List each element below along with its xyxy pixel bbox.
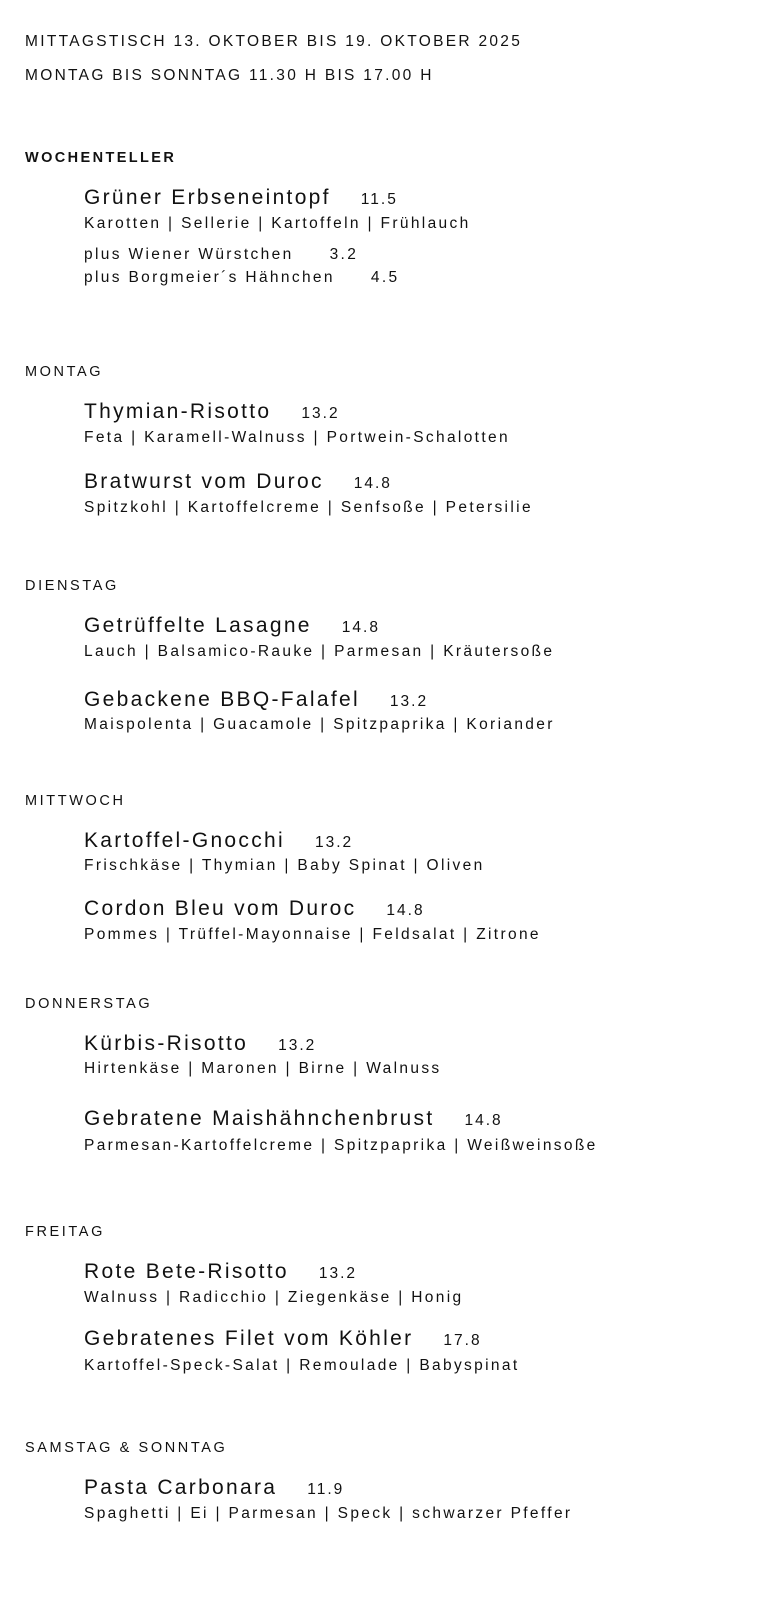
dish-price: 13.2 (301, 405, 340, 422)
dish-title (84, 1327, 482, 1351)
dish-price: 11.5 (360, 191, 398, 208)
dish-title (84, 829, 353, 853)
day-title-freitag: FREITAG (25, 1224, 105, 1240)
dish-price: 14.8 (353, 475, 392, 492)
dish-title (84, 400, 340, 424)
dish-title (84, 1476, 344, 1500)
addon-line (84, 269, 399, 287)
dish-price: 14.8 (341, 619, 380, 636)
addon-line (84, 246, 358, 264)
dish-name: Cordon Bleu vom Duroc (84, 897, 357, 920)
dish-price: 13.2 (278, 1037, 317, 1054)
opening-hours-heading: MONTAG BIS SONNTAG 11.30 H BIS 17.00 H (25, 67, 434, 84)
addon-price: 3.2 (329, 246, 359, 263)
dish-description: Frischkäse | Thymian | Baby Spinat | Oliven (84, 857, 485, 874)
dish-title (84, 897, 425, 921)
dish-name: Rote Bete-Risotto (84, 1260, 289, 1283)
dish-description: Parmesan-Kartoffelcreme | Spitzpaprika | Weißweinsoße (84, 1137, 598, 1154)
dish-description: Kartoffel-Speck-Salat | Remoulade | Babyspinat (84, 1357, 520, 1374)
dish-name: Getrüffelte Lasagne (84, 614, 312, 637)
dish-name: Kürbis-Risotto (84, 1032, 249, 1055)
dish-name: Gebackene BBQ-Falafel (84, 688, 360, 711)
dish-price: 11.9 (307, 1481, 345, 1498)
day-title-samstag-sonntag: SAMSTAG & SONNTAG (25, 1440, 228, 1456)
dish-description: Maispolenta | Guacamole | Spitzpaprika | Koriander (84, 716, 555, 733)
addon-price: 4.5 (370, 269, 400, 286)
dish-price: 13.2 (314, 834, 354, 851)
dish-name: Gebratenes Filet vom Köhler (84, 1327, 414, 1350)
dish-price: 14.8 (386, 902, 425, 919)
dish-description: Lauch | Balsamico-Rauke | Parmesan | Kräutersoße (84, 643, 555, 660)
dish-title (84, 186, 398, 210)
menu-period-heading: MITTAGSTISCH 13. OKTOBER BIS 19. OKTOBER 2025 (25, 33, 523, 50)
dish-name: Gebratene Maishähnchenbrust (84, 1107, 435, 1130)
dish-price: 17.8 (443, 1332, 482, 1349)
day-title-montag: MONTAG (25, 364, 104, 380)
dish-title (84, 470, 392, 494)
day-title-mittwoch: MITTWOCH (25, 793, 126, 809)
dish-name: Bratwurst vom Duroc (84, 470, 324, 493)
day-title-dienstag: DIENSTAG (25, 578, 119, 594)
dish-name: Grüner Erbseneintopf (84, 186, 331, 209)
addon-label: plus Borgmeier´s Hähnchen (84, 269, 335, 286)
dish-price: 13.2 (389, 693, 429, 710)
dish-name: Kartoffel-Gnocchi (84, 829, 285, 852)
dish-title (84, 1032, 316, 1056)
section-title-wochenteller: WOCHENTELLER (25, 150, 177, 166)
dish-description: Feta | Karamell-Walnuss | Portwein-Schalotten (84, 429, 510, 446)
dish-title (84, 1260, 357, 1284)
dish-price: 14.8 (464, 1112, 503, 1129)
dish-price: 13.2 (318, 1265, 358, 1282)
dish-title (84, 614, 380, 638)
dish-description: Spitzkohl | Kartoffelcreme | Senfsoße | Petersilie (84, 499, 533, 516)
addon-label: plus Wiener Würstchen (84, 246, 294, 263)
dish-description: Pommes | Trüffel-Mayonnaise | Feldsalat | Zitrone (84, 926, 541, 943)
dish-description: Hirtenkäse | Maronen | Birne | Walnuss (84, 1060, 442, 1077)
dish-name: Thymian-Risotto (84, 400, 272, 423)
dish-description: Walnuss | Radicchio | Ziegenkäse | Honig (84, 1289, 464, 1306)
dish-description: Spaghetti | Ei | Parmesan | Speck | schwarzer Pfeffer (84, 1505, 573, 1522)
day-title-donnerstag: DONNERSTAG (25, 996, 153, 1012)
dish-title (84, 688, 428, 712)
dish-name: Pasta Carbonara (84, 1476, 278, 1499)
dish-description: Karotten | Sellerie | Kartoffeln | Frühlauch (84, 215, 471, 232)
dish-title (84, 1107, 503, 1131)
